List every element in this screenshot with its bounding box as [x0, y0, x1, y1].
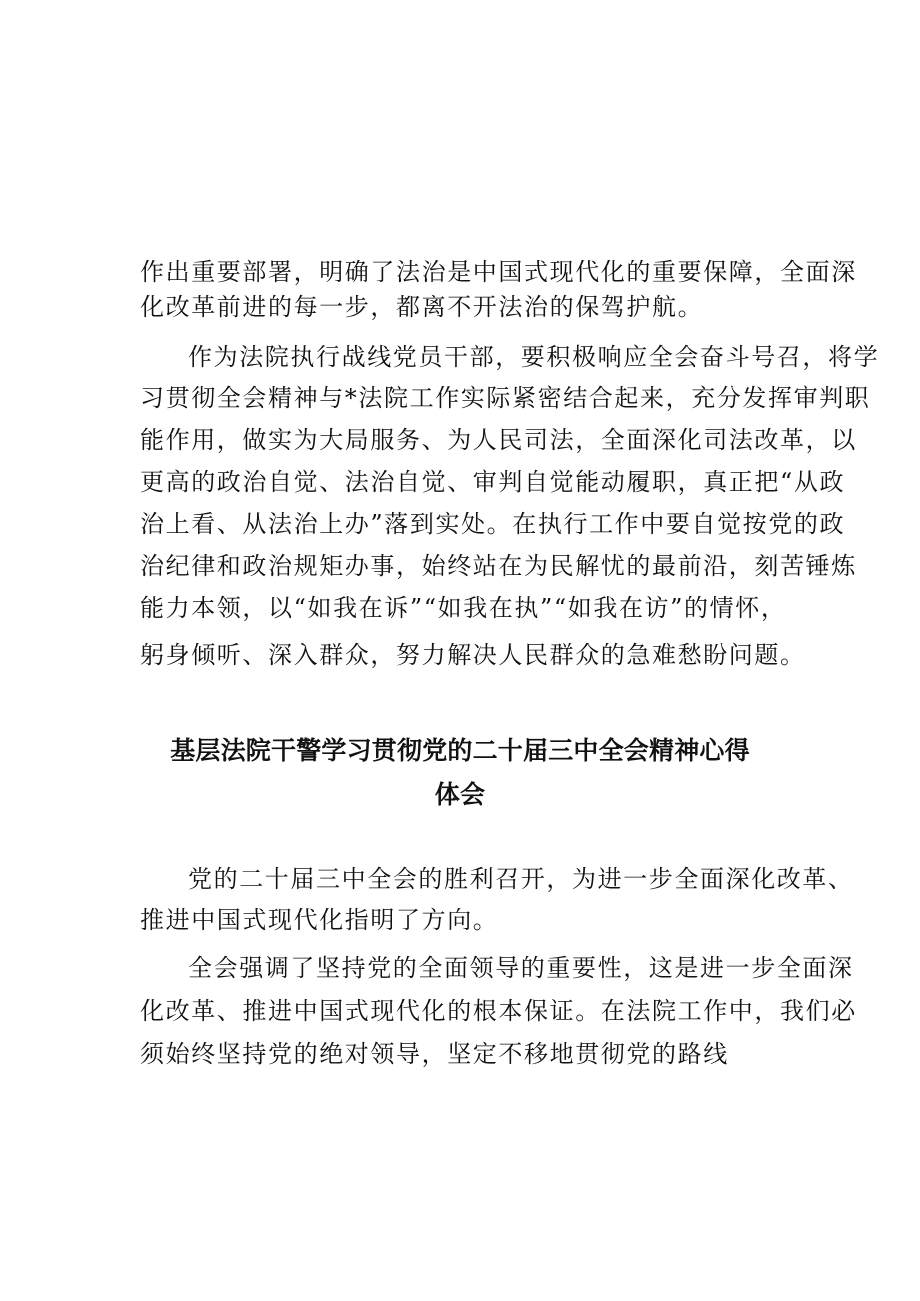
- paragraph-line: 治上看、从法治上办”落到实处。在执行工作中要自觉按党的政: [140, 510, 846, 538]
- paragraph-line: 习贯彻全会精神与*法院工作实际紧密结合起来，充分发挥审判职: [140, 384, 871, 412]
- paragraph-line: 作为法院执行战线党员干部，要积极响应全会奋斗号召，将学: [188, 343, 880, 371]
- article-title: 基层法院干警学习贯彻党的二十届三中全会精神心得: [170, 736, 750, 765]
- paragraph-line: 全会强调了坚持党的全面领导的重要性，这是进一步全面深: [188, 954, 854, 982]
- paragraph-line: 治纪律和政治规矩办事，始终站在为民解忧的最前沿，刻苦锤炼: [140, 552, 857, 580]
- paragraph-line: 推进中国式现代化指明了方向。: [140, 906, 499, 934]
- article-title-continued: 体会: [434, 780, 486, 809]
- paragraph-line: 更高的政治自觉、法治自觉、审判自觉能动履职，真正把“从政: [140, 468, 846, 496]
- paragraph-line: 能作用，做实为大局服务、为人民司法，全面深化司法改革，以: [140, 426, 857, 454]
- paragraph-line: 化改革前进的每一步，都离不开法治的保驾护航。: [140, 293, 704, 321]
- paragraph-line: 化改革、推进中国式现代化的根本保证。在法院工作中，我们必: [140, 997, 857, 1025]
- paragraph-line: 躬身倾听、深入群众，努力解决人民群众的急难愁盼问题。: [140, 641, 806, 669]
- paragraph-line: 能力本领，以“如我在诉”“如我在执”“如我在访”的情怀，: [140, 594, 787, 622]
- paragraph-line: 须始终坚持党的绝对领导，坚定不移地贯彻党的路线: [140, 1040, 729, 1068]
- paragraph-line: 作出重要部署，明确了法治是中国式现代化的重要保障，全面深: [140, 258, 857, 286]
- paragraph-line: 党的二十届三中全会的胜利召开，为进一步全面深化改革、: [188, 865, 854, 893]
